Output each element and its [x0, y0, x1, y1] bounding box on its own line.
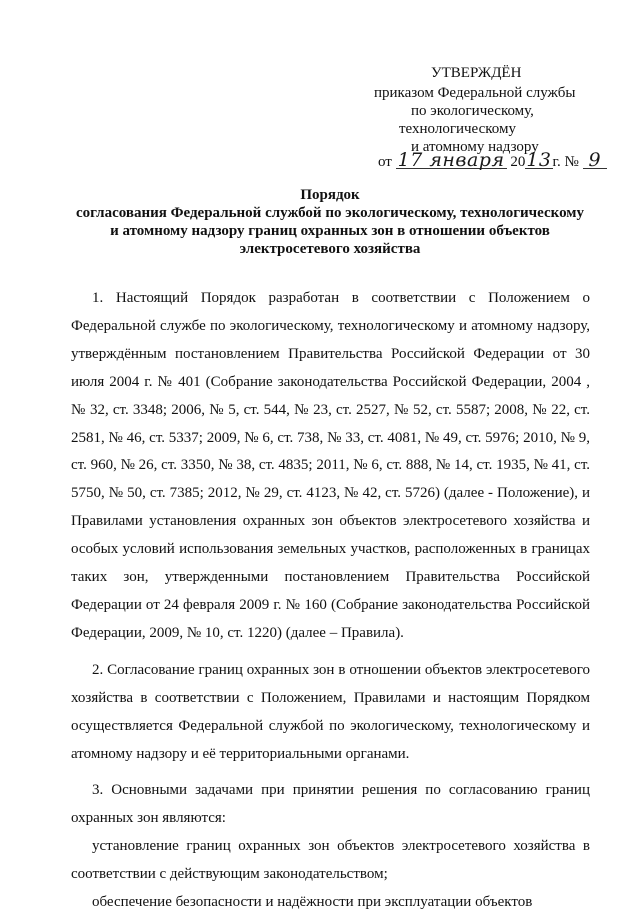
handwritten-year: 13	[526, 149, 552, 171]
year-label: г. №	[552, 154, 579, 170]
title-line-2: согласования Федеральной службой по экологическому, технологическому	[75, 205, 585, 221]
paragraph-3: 3. Основными задачами при принятии решения по согласованию границ охранных зон являются:	[71, 782, 590, 827]
title-line-3: и атомному надзору границ охранных зон в отношении объектов	[110, 223, 550, 239]
approval-date-line	[378, 149, 607, 171]
date-prefix: от	[378, 154, 392, 170]
approval-heading: УТВЕРЖДЁН	[431, 65, 522, 81]
approval-line-2: по экологическому,	[411, 103, 534, 119]
paragraph-5: обеспечение безопасности и надёжности при эксплуатации объектов	[92, 894, 533, 911]
approval-line-4: и атомному надзору	[411, 139, 539, 155]
paragraph-1: 1. Настоящий Порядок разработан в соответствии с Положением о Федеральной службе по экологическому, технологическому и атомному надзору, утверждённым постановлением Правительства Российской Федерации от 30 июля 2004 г. № 401 (Собрание законодательства Российской Федерации, 2004 , № 32, ст. 3348; 2006, № 5, ст. 544, № 23, ст. 2527, № 52, ст. 5587; 2008, № 22, ст. 2581, № 46, ст. 5337; 2009, № 6, ст. 738, № 33, ст. 4081, № 49, ст. 5976; 2010, № 9, ст. 960, № 26, ст. 3350, № 38, ст. 4835; 2011, № 6, ст. 888, № 14, ст. 1935, № 41, ст. 5750, № 50, ст. 7385; 2012, № 29, ст. 4123, № 42, ст. 5726) (далее - Положение), и Правилами установления охранных зон объектов электросетевого хозяйства и особых условий использования земельных участков, расположенных в границах таких зон, утвержденными постановлением Правительства Российской Федерации от 24 февраля 2009 г. № 160 (Собрание законодательства Российской Федерации, 2009, № 10, ст. 1220) (далее – Правила).	[71, 290, 590, 641]
document-body	[71, 285, 590, 917]
year-prefix: 20	[510, 154, 526, 170]
paragraph-2: 2. Согласование границ охранных зон в отношении объектов электросетевого хозяйства в соответствии с Положением, Правилами и настоящим Порядком осуществляется Федеральной службой по экологическому, технологическому и атомному надзору и её территориальными органами.	[71, 661, 590, 762]
title-line-1: Порядок	[300, 187, 360, 203]
title-line-4: электросетевого хозяйства	[239, 241, 421, 257]
approval-line-1: приказом Федеральной службы	[374, 85, 576, 101]
handwritten-order-number: 9	[583, 152, 608, 169]
document-title	[60, 186, 600, 258]
approval-line-3: технологическому	[399, 121, 516, 137]
paragraph-4: установление границ охранных зон объектов электросетевого хозяйства в соответствии с действующим законодательством;	[71, 838, 590, 883]
handwritten-date: 17 января	[397, 149, 505, 171]
